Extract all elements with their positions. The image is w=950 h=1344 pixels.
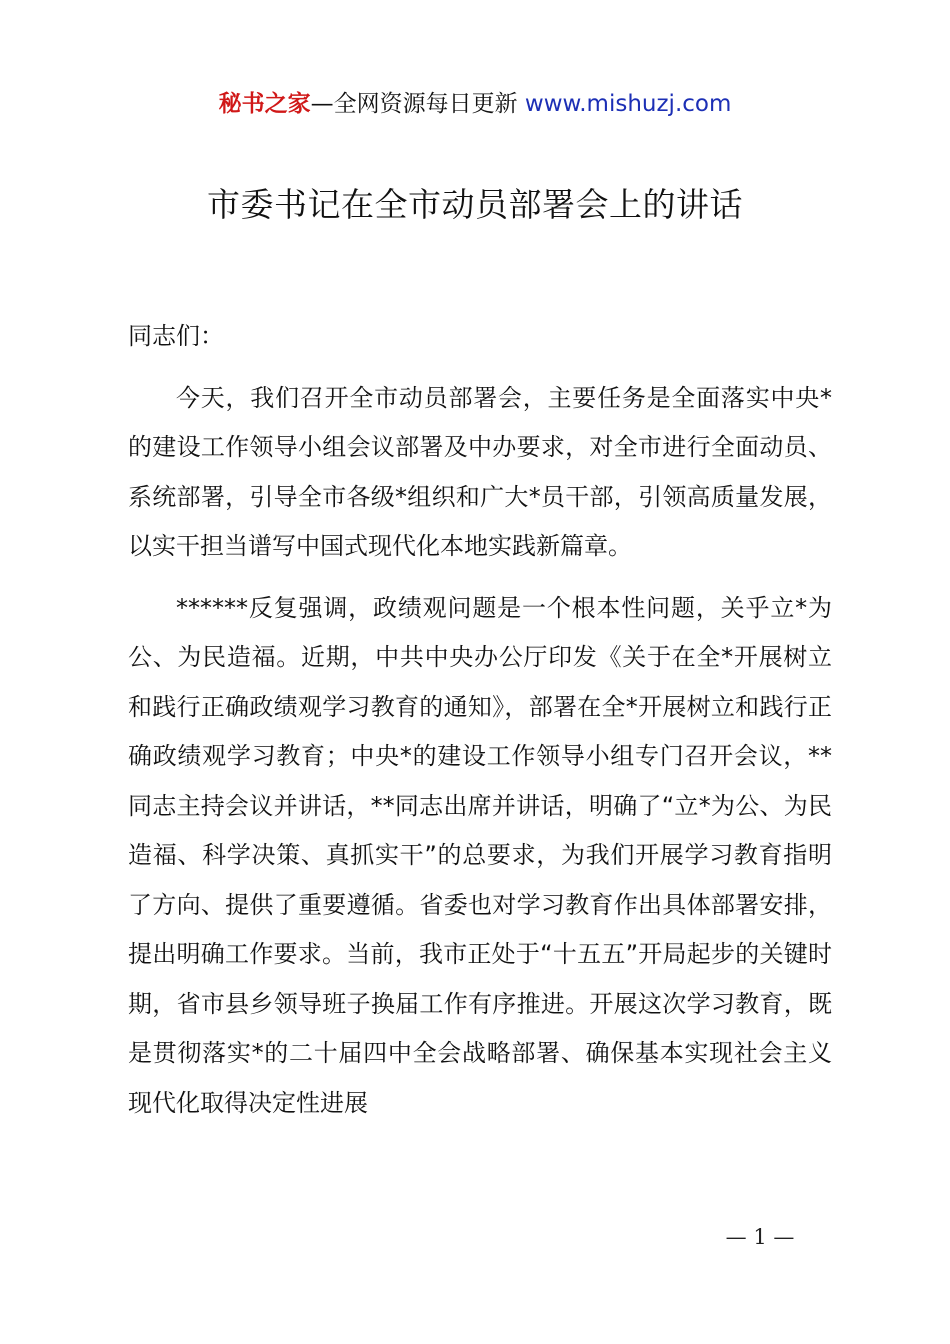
document-body — [128, 312, 832, 1128]
site-header — [0, 86, 950, 122]
page-number: — 1 — — [725, 1225, 795, 1249]
body-paragraph-2: ******反复强调，政绩观问题是一个根本性问题，关乎立*为公、为民造福。近期，中共中央办公厅印发《关于在全*开展树立和践行正确政绩观学习教育的通知》，部署在全*开展树立和践行正确政绩观学习教育；中央*的建设工作领导小组专门召开会议，**同志主持会议并讲话，**同志出席并讲话，明确了“立*为公、为民造福、科学决策、真抓实干”的总要求，为我们开展学习教育指明了方向、提供了重要遵循。省委也对学习教育作出具体部署安排，提出明确工作要求。当前，我市正处于“十五五”开局起步的关键时期，省市县乡领导班子换届工作有序推进。开展这次学习教育，既是贯彻落实*的二十届四中全会战略部署、确保基本实现社会主义现代化取得决定性进展 — [128, 593, 832, 1117]
brand-name: 秘书之家 — [218, 91, 311, 117]
salutation: 同志们： — [128, 322, 224, 350]
document-title: 市委书记在全市动员部署会上的讲话 — [207, 185, 743, 224]
header-tagline: —全网资源每日更新 — [310, 91, 525, 117]
body-paragraph-1: 今天，我们召开全市动员部署会，主要任务是全面落实中央*的建设工作领导小组会议部署及中办要求，对全市进行全面动员、系统部署，引导全市各级*组织和广大*员干部，引领高质量发展，以实干担当谱写中国式现代化本地实践新篇章。 — [128, 383, 832, 560]
site-url-link[interactable]: www.mishuzj.com — [524, 91, 732, 117]
